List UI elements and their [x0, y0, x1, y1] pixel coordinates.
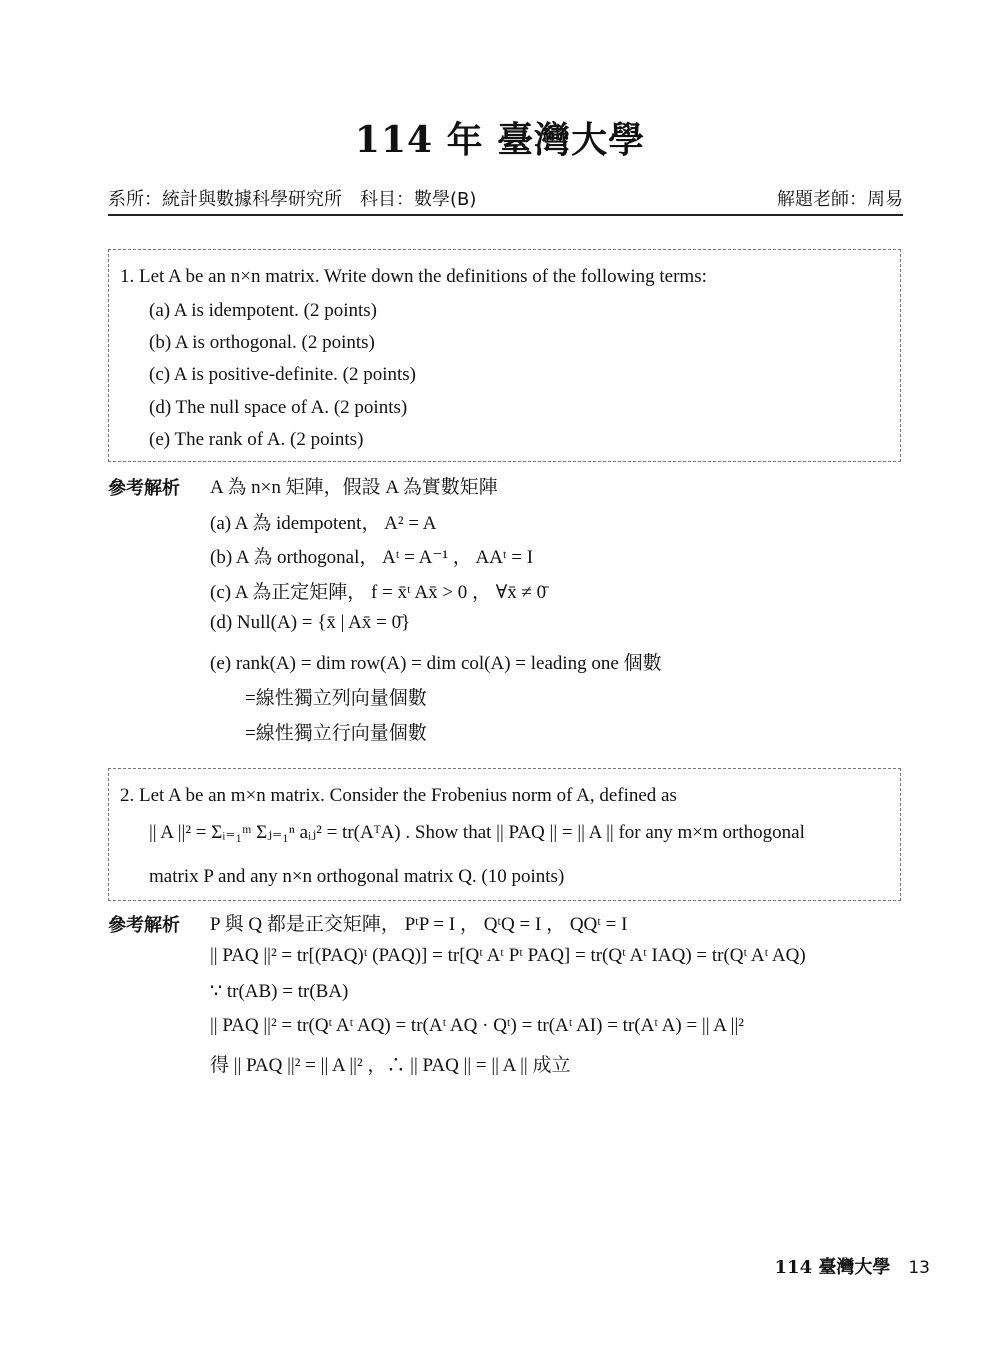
- q1-line: 1. Let A be an n×n matrix. Write down the definitions of the following terms:: [120, 266, 707, 287]
- a1-line: (c) A 為正定矩陣， f = x̄ᵗ Ax̄ > 0 ， ∀x̄ ≠ 0̄: [210, 582, 547, 603]
- q1-line: (d) The null space of A. (2 points): [149, 397, 408, 418]
- a1-line: A 為 n×n 矩陣，假設 A 為實數矩陣: [210, 477, 498, 498]
- a1-line: (e) rank(A) = dim row(A) = dim col(A) = leading one 個數: [210, 653, 662, 674]
- header-bar: [108, 184, 903, 216]
- a2-line: ∵ tr(AB) = tr(BA): [210, 981, 349, 1002]
- q1-line: (e) The rank of A. (2 points): [149, 429, 364, 450]
- answer-1-label: 參考解析: [108, 478, 180, 499]
- page-number: 13: [908, 1258, 930, 1278]
- a2-line: P 與 Q 都是正交矩陣， PᵗP = I ， QᵗQ = I ， QQᵗ = I: [210, 914, 628, 935]
- answer-2-label: 參考解析: [108, 915, 180, 936]
- subject-label: 科目：數學(B): [360, 189, 477, 210]
- dept-label: 系所：統計與數據科學研究所: [108, 189, 342, 210]
- a1-line: (b) A 為 orthogonal， Aᵗ = A⁻¹ ， AAᵗ = I: [210, 547, 534, 568]
- a1-line: (a) A 為 idempotent， A² = A: [210, 513, 437, 534]
- footer-label: 114 臺灣大學: [774, 1257, 891, 1278]
- a2-line: 得 || PAQ ||² = || A ||² ，∴ || PAQ || = || A || 成立: [210, 1055, 571, 1076]
- a2-line: || PAQ ||² = tr[(PAQ)ᵗ (PAQ)] = tr[Qᵗ Aᵗ Pᵗ PAQ] = tr(Qᵗ Aᵗ IAQ) = tr(Qᵗ Aᵗ AQ): [210, 945, 806, 966]
- page-footer: [775, 1253, 930, 1279]
- q1-line: (b) A is orthogonal. (2 points): [149, 332, 375, 353]
- page-title: 114 年 臺灣大學: [354, 119, 646, 161]
- q1-line: (a) A is idempotent. (2 points): [149, 300, 377, 321]
- a1-line: =線性獨立行向量個數: [245, 723, 427, 744]
- q2-line: 2. Let A be an m×n matrix. Consider the Frobenius norm of A, defined as: [120, 785, 677, 806]
- a1-line: (d) Null(A) = {x̄ | Ax̄ = 0̄}: [210, 612, 411, 633]
- q2-line: matrix P and any n×n orthogonal matrix Q. (10 points): [149, 866, 565, 887]
- teacher-label: 解題老師：周易: [777, 189, 903, 210]
- header-left: [108, 185, 476, 211]
- q1-line: (c) A is positive-definite. (2 points): [149, 364, 417, 385]
- q2-line: || A ||² = Σᵢ₌₁ᵐ Σⱼ₌₁ⁿ aᵢⱼ² = tr(AᵀA) . Show that || PAQ || = || A || for any m×m orthogonal: [149, 822, 805, 843]
- a1-line: =線性獨立列向量個數: [245, 688, 427, 709]
- a2-line: || PAQ ||² = tr(Qᵗ Aᵗ AQ) = tr(Aᵗ AQ · Qᵗ) = tr(Aᵗ AI) = tr(Aᵗ A) = || A ||²: [210, 1015, 744, 1036]
